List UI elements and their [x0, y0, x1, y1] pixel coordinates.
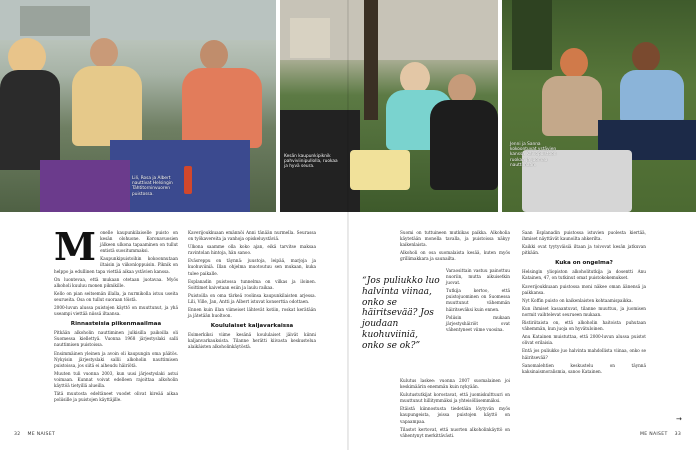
article-paragraph: Kaverijoukkuaan puistossa moni näkee oman äänensä ja paikkansa. [522, 283, 646, 295]
article-paragraph: Kello on pian seitsemän illalla, ja nurmikolla istuu useita seurueita. Osa on tullut suoraan töistä. [54, 290, 178, 302]
page-number-right: 33 [674, 432, 682, 437]
article-column-2 [188, 230, 316, 353]
photo-caption-right: Jenni ja Sanna kokoontuvat ystävien kanssa Kaivopuistoon ruokaa ja juomaa nauttimaan. [510, 142, 557, 168]
magazine-name-right: ME NAISET [640, 432, 668, 437]
page-gutter [347, 0, 349, 450]
drop-cap: M [54, 224, 97, 269]
article-paragraph: Helsingin yliopiston alkoholitutkija ja dosentti Anu Katainen, 47, on tutkinut omat puistokokemukset. [522, 269, 646, 281]
article-paragraph: Kaikki ovat tyytyväisiä iltaan ja toivovat kesän jatkuvan pitkään. [522, 244, 646, 256]
article-paragraph: Nyt Koffin puisto on kaikenlaisten kohtaamispaikka. [522, 297, 633, 303]
section-subhead: Koululaiset kaljavarkaissa [210, 323, 294, 330]
article-paragraph: Etäistä kiinnostusta tiedetään löytyvän myös kaupungeista, joissa puistojen käyttö on vapaampaa. [400, 406, 510, 424]
magazine-name-left: ME NAISET [27, 432, 56, 437]
article-paragraph: Kaupunkipuistoihin kokoonnutaan iltaisin ja viikonloppuisin. Piknik on helppo ja edullinen tapa viettää aikaa ystävien kanssa. [54, 256, 178, 274]
article-column-3-top [400, 230, 510, 266]
article-paragraph: Alkoholi on osa suomalaista kesää, kuten myös grillimakkara ja saunailta. [400, 250, 510, 262]
article-paragraph: Ensimmäinen yleinen ja avoin oli kaupungin oma päätös. Nykyisin järjestyslaki sallii alkoholin nauttimisen puistoissa, jos siitä ei aiheudu häiriötä. [54, 350, 178, 368]
article-paragraph: Suomi on tuttuineen mutkikas paikka. Alkoholia käytetään monella tavalla, ja puistoissa näkyy kaikenlaista. [400, 230, 510, 248]
article-paragraph: Ristiriitaista on, että alkoholin haitoista puhutaan vähemmän, kun juoja on hyvätuloinen. [522, 320, 646, 332]
article-paragraph: Sanomalehtien keskustelu on täynnä kaksinaismoralismia, sanoo Katainen. [522, 362, 646, 374]
footer-left [14, 432, 55, 437]
photo-middle-toast [280, 0, 498, 212]
article-paragraph: Entä jos puliukko juo halvinta mahdollista viinaa, onko se häiritsevää? [522, 348, 646, 360]
pull-quote: “Jos puliukko luo halvinta viinaa, onko se häiritsevää? Jos joudaan kuohuviiniä, onko se ok?” [362, 276, 440, 351]
article-paragraph: On luontevaa, että mukaan otetaan juotavaa. Myös alkoholi kuuluu monen piknikille. [54, 276, 178, 288]
article-paragraph: Kulutustutkijat korostavat, että juomiskulttuuri on muuttunut hillitymmäksi ja yhteisöllisemmäksi. [400, 392, 510, 404]
photo-right-picnic [502, 0, 696, 212]
article-paragraph: Varaosittain vastuu painottuu nuoriin, mutta aikuisetkin juovat. [446, 268, 510, 286]
article-paragraph: 2000-luvun alussa puistojen käyttö on muuttunut, ja yhä useampi viettää niissä iltaansa. [54, 305, 178, 317]
article-paragraph: Kun ihmiset kasaantuvat, tilanne muuttuu, ja juomisen normit vaihtelevat seurueen mukaan. [522, 305, 646, 317]
article-paragraph: Poliisin mukaan järjestyshäiriöt ovat vähentyneet viime vuosina. [446, 314, 510, 332]
article-paragraph: Tutkija kertoo, että puistojuominen on Suomessa muuttunut vähemmän häiritseväksi kuin ennen. [446, 288, 510, 312]
article-paragraph: Tilastot kertovat, että nuorten alkoholinkäyttö on vähentynyt merkittävästi. [400, 426, 510, 438]
article-paragraph: Muuten tuli vuonna 2003, kun uusi järjestyslaki astui voimaan. Kunnat voivat edelleen rajoittaa alkoholin käyttöä tietyillä alueilla. [54, 370, 178, 388]
article-paragraph: Puistoilla on oma tärkeä roolinsa kaupunkilaisten arjessa. Lili, Ville, Jan, Antti ja Albert istuvat konserttia odottaen. [188, 292, 316, 304]
article-paragraph: Kaverijoukkuaan emännöi Anni tänään nurmella. Seurassa on työkavereita ja vanhoja opiskeluystäviä. [188, 230, 316, 242]
article-column-1 [54, 224, 178, 405]
article-paragraph: Eväsreppu on täynnä: juustoja, leipää, marjoja ja kuohuviiniä. Illan ohjelma muotoutuu sen mukaan, kuka tulee paikalle. [188, 258, 316, 276]
article-paragraph: Saan Esplanadin puistossa istuvien puolesta kiertää, ihmiset näyttävät kaunoilta ahkerilta. [522, 230, 646, 242]
article-paragraph: Anu Katainen muistuttaa, että 2000-luvun alussa puistot olivat erilaisia. [522, 334, 646, 346]
article-paragraph: Ulkona saamme olla koko ajan, eikä tarvitse maksaa ravintolan hintoja, hän sanoo. [188, 244, 316, 256]
article-column-4 [522, 230, 646, 426]
article-paragraph: onelle kaupunkilaiselle puisto on kesän olohuone. Koronavuosien jälkeen ulkona tapaaminen on tullut entistä suositummaksi. [100, 230, 178, 254]
article-column-3-bottom [400, 378, 510, 438]
photo-caption-middle: Kesän kaupunkipiknik pahviviinipullolla, ruokaa ja hyvä seura. [284, 154, 338, 170]
article-paragraph: Esplanadin puistossa tunnelma on vilkas ja iloinen. Soittimet kaivetaan esiin ja laulu raikaa. [188, 278, 316, 290]
article-paragraph: Tätä muutosta edeltäneet vuodet olivat kireää aikaa poliisille ja puistojen käyttäjille. [54, 391, 178, 403]
article-paragraph: Pitkään alkoholin nauttiminen julkisilla paikoilla oli Suomessa kiellettyä. Vuonna 1968 järjestyslaki salli nauttimisen puistoissa. [54, 330, 178, 348]
article-column-3-side [446, 268, 510, 376]
article-paragraph: Esimerkiksi viime kesänä koululaiset jäivät kiinni kaljanvarkauksista. Tilanne herätti kiivasta keskustelua alaikäisten alkoholinkäytöstä. [188, 332, 316, 350]
photo-caption-left: Lili, Rosa ja Albert nauttivat Helsingin Tähtitorninvuoren puistossa. [132, 176, 173, 197]
continue-arrow-icon: → [676, 415, 682, 423]
section-subhead: Rinnasteisia piikenmaailmaa [70, 321, 162, 328]
footer-right [640, 432, 681, 437]
article-paragraph: Ennen kuin illan viimeiset lähtevät kotiin, roskat kerätään ja jätetään huoltoon. [188, 307, 316, 319]
page-number-left: 32 [14, 432, 21, 437]
article-paragraph: Kulutus laskee: vuonna 2007 suomalainen joi keskimäärin enemmän kuin nykyään. [400, 378, 510, 390]
section-subhead: Kuka on ongelma? [555, 260, 613, 267]
